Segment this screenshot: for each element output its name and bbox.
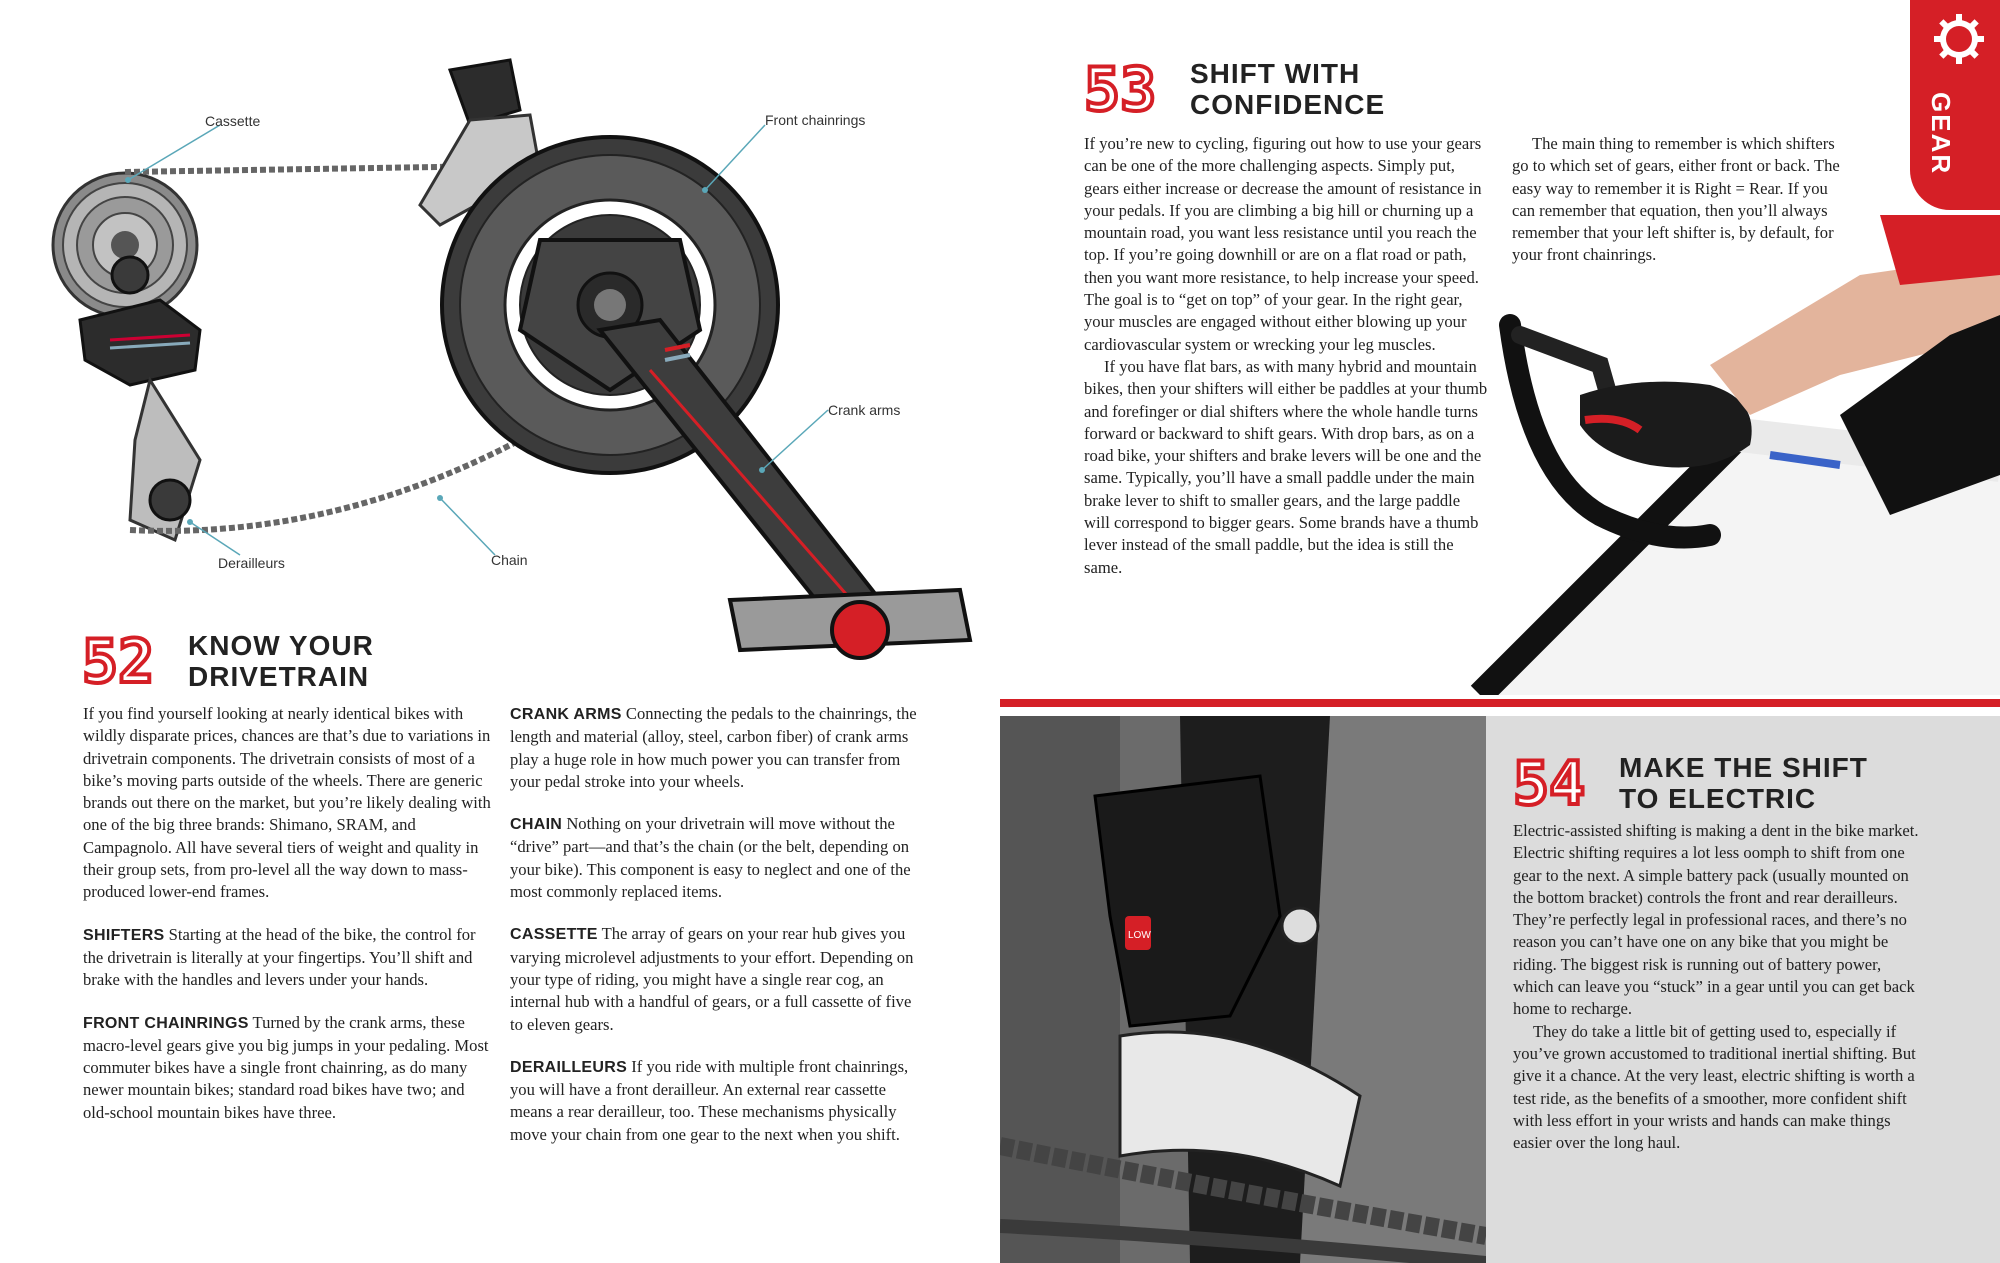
tip-number-53 (1084, 60, 1176, 118)
label-crank-arms: Crank arms (828, 402, 901, 418)
tip-52-heading (82, 630, 374, 692)
tip-53-para-1: If you’re new to cycling, figuring out how to use your gears can be one of the more challenging aspects. Simply put, gears either increase or decrease the amount of resistance in your pedals. If you are climbing a big hill or churning up a mountain road, you want less resistance until you reach the top. If you’re going downhill or are on a flat road or path, then you want more resistance, to help increase your speed. The goal is to “get on top” of your gear. In the right gear, your muscles are engaged without either blowing up your cardiovascular system or wrecking your leg muscles. (1084, 134, 1482, 354)
tip-54-heading (1513, 752, 1868, 814)
svg-text:54: 54 (1513, 754, 1586, 812)
tip-54-para-1: Electric-assisted shifting is making a dent in the bike market. Electric shifting requires a lot less oomph to shift from one gear to the next. A simple battery pack (usually mounted on the bottom bracket) controls the front and rear derailleurs. They’re perfectly legal in professional races, and there’s no reason you can’t have one on any bike that you might be riding. The biggest risk is running out of battery power, which can leave you “stuck” in a gear until you can get back home to recharge. (1513, 821, 1919, 1019)
tip-52-item-crank-arms: CRANK ARMS Connecting the pedals to the chainrings, the length and material (alloy, steel, carbon fiber) of crank arms play a huge role in how much power you can transfer from your pedal stroke into your wheels. (510, 704, 917, 791)
tip-53-para-3: The main thing to remember is which shifters go to which set of gears, either front or back. The easy way to remember it is Right = Rear. If you can remember that equation, then you’ll always remember that your left shifter is, by default, for your front chainrings. (1512, 134, 1840, 265)
cassette-illustration (53, 173, 197, 317)
tip-52-item-shifters: SHIFTERS Starting at the head of the bike, the control for the drivetrain is literally at your fingertips. You’ll shift and brake with the handles and levers under your hands. (83, 924, 476, 990)
label-chain: Chain (491, 552, 528, 568)
electric-derailleur-photo (1000, 716, 1486, 1263)
gear-icon (1930, 10, 1988, 68)
cyclist-photo (1410, 215, 2000, 695)
svg-text:53: 53 (1084, 60, 1157, 118)
pedal-illustration (730, 590, 970, 658)
section-tab-label: GEAR (1926, 92, 1956, 176)
tip-52-title-line2: DRIVETRAIN (188, 661, 370, 692)
tip-54-para-2: They do take a little bit of getting used to, especially if you’ve grown accustomed to traditional inertial shifting. But give it a chance. At the very least, electric shifting is worth a test ride, as the benefits of a smoother, more confident shift with less effort in your wrists and hands can make things easier over the long haul. (1513, 1021, 1916, 1153)
tip-52-item-derailleurs: DERAILLEURS If you ride with multiple front chainrings, you will have a front derailleur. An external rear cassette means a rear derailleur, too. These mechanisms physically move your chain from one gear to the next when you shift. (510, 1056, 909, 1144)
tip-53-title-line1: SHIFT WITH (1190, 58, 1361, 89)
tip-52-intro: If you find yourself looking at nearly identical bikes with wildly disparate prices, chances are that’s due to variations in drivetrain components. The drivetrain consists of most of a bike’s moving parts outside of the wheels. There are generic brands out there on the market, but you’re likely dealing with one of the big three brands: Shimano, SRAM, and Campagnolo. All have several tiers of weight and quality in their group sets, from pro-level all the way down to mass-produced lower-end frames. (83, 704, 491, 902)
tip-number-54 (1513, 754, 1605, 812)
svg-text:LOW: LOW (1128, 930, 1151, 941)
tip-52-column-1 (83, 703, 493, 1124)
tip-54-column (1513, 820, 1925, 1154)
label-front-chainrings: Front chainrings (765, 112, 866, 128)
tip-52-title-line1: KNOW YOUR (188, 630, 374, 661)
tip-53-para-2: If you have flat bars, as with many hybrid and mountain bikes, then your shifters will either be paddles at your thumb and forefinger or dial shifters where the whole handle turns forward or backward to shift gears. With drop bars, as on a road bike, your shifters and brake levers will be one and the same. Typically, you’ll have a small paddle under the main brake lever to shift to smaller gears, and the large paddle will correspond to bigger gears. Some brands have a thumb lever instead of the small paddle, but the idea is still the same. (1084, 356, 1488, 577)
tip-52-item-chain: CHAIN Nothing on your drivetrain will move without the “drive” part—and that’s the chain (or the belt, depending on your bike). This component is easy to neglect and one of the most commonly replaced items. (510, 814, 911, 902)
tip-52-item-front-chainrings: FRONT CHAINRINGS Turned by the crank arms, these macro-level gears give you big jumps in your pedaling. Most commuter bikes have a single front chainring, as do many newer mountain bikes; standard road bikes have two; and old-school mountain bikes have three. (83, 1012, 489, 1122)
tip-53-title-line2: CONFIDENCE (1190, 89, 1386, 120)
tip-52-column-2 (510, 703, 920, 1146)
tip-53-heading (1084, 58, 1385, 120)
tip-number-52 (82, 632, 174, 690)
section-divider (1000, 699, 2000, 707)
tip-54-title-line2: TO ELECTRIC (1619, 783, 1817, 814)
label-cassette: Cassette (205, 113, 261, 129)
tip-52-item-cassette: CASSETTE The array of gears on your rear hub gives you varying microlevel adjustments to your effort. Depending on your type of riding, you might have a single rear cog, an internal hub with a handful of gears, or a full cassette of five to eleven gears. (510, 924, 914, 1034)
svg-text:52: 52 (82, 632, 155, 690)
label-derailleurs: Derailleurs (218, 555, 285, 571)
tip-54-title-line1: MAKE THE SHIFT (1619, 752, 1868, 783)
